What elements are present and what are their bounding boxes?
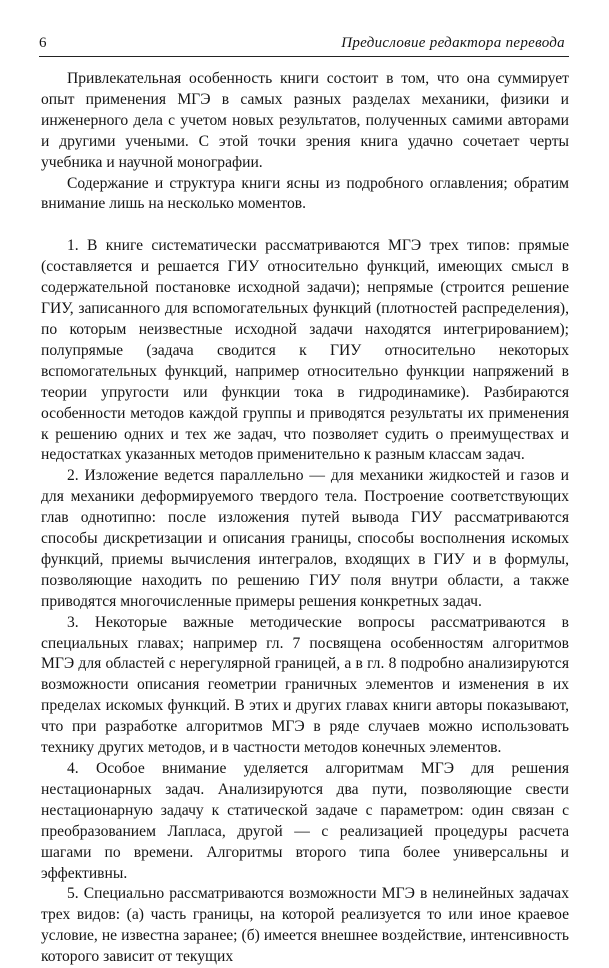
paragraph-contents: Содержание и структура книги ясны из подробного оглавления; обратим внимание лишь на несколько моментов.	[41, 174, 569, 213]
paragraph-point-1: 1. В книге систематически рассматриваются МГЭ трех типов: прямые (составляется и решается ГИУ относительно функций, имеющих смысл в содержательной постановке исходной задачи); непрямые (строится решение ГИУ, записанного для вспомогательных функций (плотностей распределения), по которым неизвестные исходной задачи находятся интегрированием); полупрямые (задача сводится к ГИУ относительно некоторых вспомогательных функций, например относительно функции напряжений в теории упругости или функции тока в гидродинамике). Разбираются особенности методов каждой группы и приводятся результаты их применения к решению одних и тех же задач, что позволяет судить о преимуществах и недостатках указанных методов применительно к разным классам задач.	[41, 237, 569, 464]
running-title: Предисловие редактора перевода	[341, 35, 565, 51]
body-text	[41, 69, 569, 968]
header-rule	[39, 56, 569, 57]
paragraph-point-2: 2. Изложение ведется параллельно — для механики жидкостей и газов и для механики деформируемого твердого тела. Построение соответствующих глав однотипно: после изложения путей вывода ГИУ рассматриваются способы дискретизации и описания границы, способы восполнения искомых функций, приемы вычисления интегралов, входящих в ГИУ и в формулы, позволяющие находить по решению ГИУ поля внутри области, а также приводятся многочисленные примеры решения конкретных задач.	[41, 467, 569, 610]
paragraph-point-3: 3. Некоторые важные методические вопросы рассматриваются в специальных главах; например гл. 7 посвящена особенностям алгоритмов МГЭ для областей с нерегулярной границей, а в гл. 8 подробно анализируются возможности описания геометрии граничных элементов и изменения в их пределах искомых функций. В этих и других главах книги авторы показывают, что при разработке алгоритмов МГЭ в ряде случаев можно использовать технику других методов, и в частности методов конечных элементов.	[41, 613, 569, 757]
paragraph-intro: Привлекательная особенность книги состоит в том, что она суммирует опыт применения МГЭ в самых разных разделах механики, физики и инженерного дела с учетом новых результатов, полученных самими авторами и другими учеными. С этой точки зрения книга удачно сочетает черты учебника и научной монографии.	[41, 70, 569, 171]
paragraph-point-5: 5. Специально рассматриваются возможности МГЭ в нелинейных задачах трех видов: (а) часть границы, на которой реализуется то или иное краевое условие, не известна заранее; (б) имеется внешнее воздействие, интенсивность которого зависит от текущих	[41, 885, 569, 966]
page-number: 6	[39, 35, 47, 51]
paragraph-point-4: 4. Особое внимание уделяется алгоритмам МГЭ для решения нестационарных задач. Анализируются два пути, позволяющие свести нестационарную задачу к статической задаче с параметром: один связан с преобразованием Лапласа, другой — с реализацией процедуры расчета шагами по времени. Алгоритмы второго типа более универсальны и эффективны.	[41, 760, 569, 882]
running-head	[39, 33, 569, 53]
